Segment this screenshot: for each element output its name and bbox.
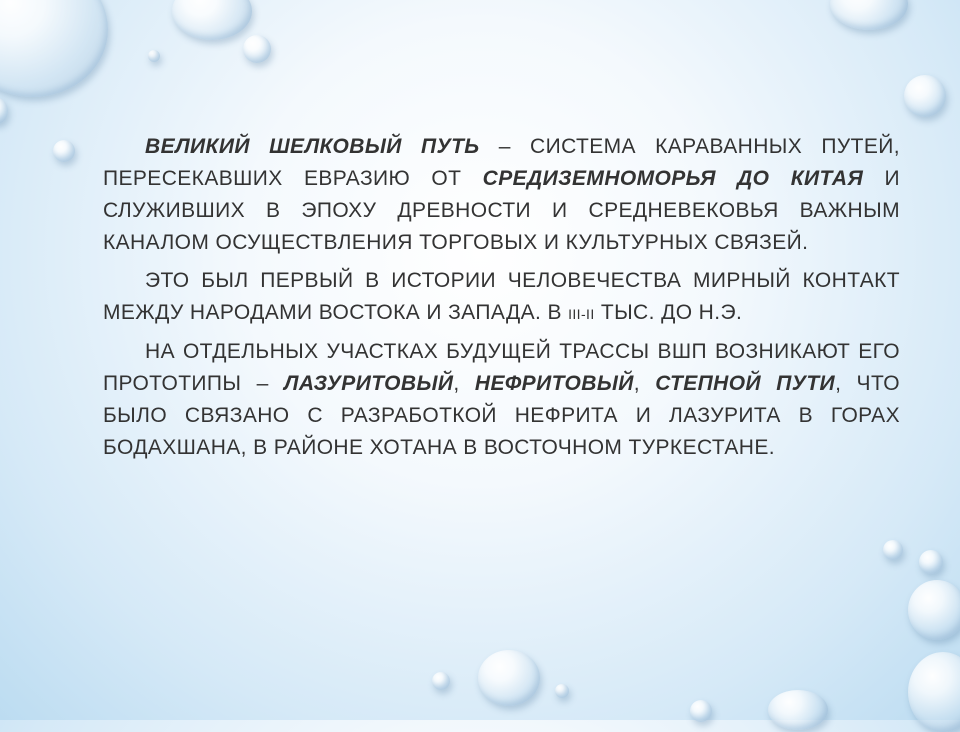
text-segment: ТЫС. ДО Н.Э. xyxy=(594,301,743,324)
term-mediterranean-to-china: СРЕДИЗЕМНОМОРЬЯ ДО КИТАЯ xyxy=(482,167,864,190)
paragraph-first-contact xyxy=(103,265,900,330)
water-drop-decoration xyxy=(148,50,160,62)
term-jade-route: НЕФРИТОВЫЙ xyxy=(474,372,634,395)
text-segment: – СИСТЕМА КАРАВАННЫХ ПУТЕЙ, ПЕРЕСЕКАВШИХ ЕВРАЗИЮ ОТ xyxy=(103,135,900,190)
water-drop-decoration xyxy=(883,540,903,560)
text-segment: ЭТО БЫЛ ПЕРВЫЙ В ИСТОРИИ ЧЕЛОВЕЧЕСТВА МИРНЫЙ КОНТАКТ МЕЖДУ НАРОДАМИ ВОСТОКА И ЗАПАДА. В xyxy=(103,269,900,324)
water-drop-decoration xyxy=(690,700,712,722)
paragraph-silk-road-definition xyxy=(103,131,900,259)
water-drop-decoration xyxy=(904,75,946,117)
text-segment-century: III-II xyxy=(568,306,595,322)
water-drop-decoration xyxy=(243,35,271,63)
text-segment: НА ОТДЕЛЬНЫХ УЧАСТКАХ БУДУЩЕЙ ТРАССЫ ВШП ВОЗНИКАЮТ ЕГО ПРОТОТИПЫ – xyxy=(103,340,900,395)
slide-text xyxy=(103,131,900,470)
water-drop-decoration xyxy=(432,672,450,690)
water-drop-decoration xyxy=(478,650,540,706)
water-drop-decoration xyxy=(172,0,252,40)
water-drop-decoration xyxy=(0,98,8,124)
term-great-silk-road: ВЕЛИКИЙ ШЕЛКОВЫЙ ПУТЬ xyxy=(145,135,480,158)
water-drop-decoration xyxy=(0,0,108,97)
paragraph-prototypes xyxy=(103,336,900,464)
water-drop-decoration xyxy=(908,580,960,640)
water-drop-decoration xyxy=(53,140,75,162)
water-drop-decoration xyxy=(919,550,943,574)
water-drop-decoration xyxy=(830,0,908,30)
text-segment: , xyxy=(633,372,656,395)
text-segment: И СЛУЖИВШИХ В ЭПОХУ ДРЕВНОСТИ И СРЕДНЕВЕКОВЬЯ ВАЖНЫМ КАНАЛОМ ОСУЩЕСТВЛЕНИЯ ТОРГОВЫХ И КУЛЬТУРНЫХ СВЯЗЕЙ. xyxy=(103,167,900,254)
water-drop-decoration xyxy=(908,652,960,732)
water-drop-decoration xyxy=(555,684,569,698)
term-lapis-route: ЛАЗУРИТОВЫЙ xyxy=(284,372,454,395)
text-segment: , ЧТО БЫЛО СВЯЗАНО С РАЗРАБОТКОЙ НЕФРИТА И ЛАЗУРИТА В ГОРАХ БОДАХШАНА, В РАЙОНЕ ХОТАНА В ВОСТОЧНОМ ТУРКЕСТАНЕ. xyxy=(103,372,900,459)
term-steppe-route: СТЕПНОЙ ПУТИ xyxy=(655,372,836,395)
text-segment: , xyxy=(453,372,475,395)
water-drop-decoration xyxy=(768,690,828,730)
